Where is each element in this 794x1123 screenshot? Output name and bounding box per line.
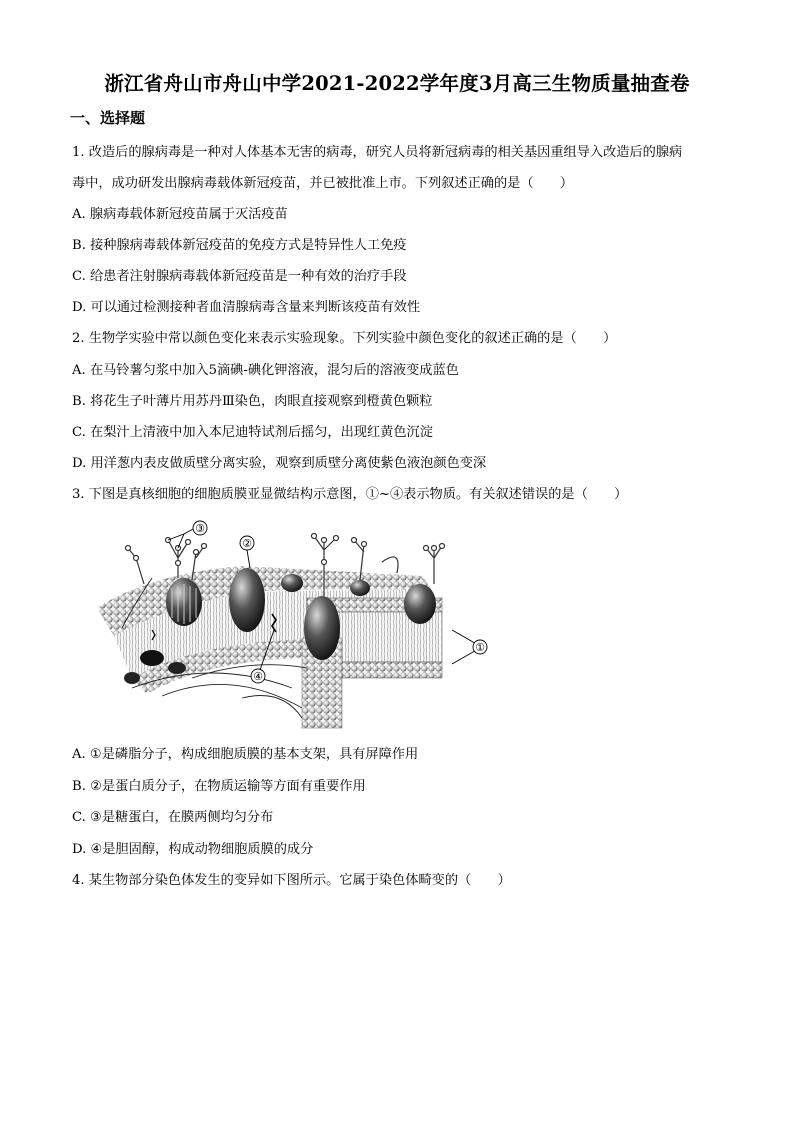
question-3-option-a: A. ①是磷脂分子，构成细胞质膜的基本支架，具有屏障作用: [72, 747, 419, 762]
label-2: ②: [242, 537, 252, 550]
question-2-option-c: C. 在梨汁上清液中加入本尼迪特试剂后摇匀，出现红黄色沉淀: [72, 425, 433, 440]
question-2-option-b: B. 将花生子叶薄片用苏丹Ⅲ染色，肉眼直接观察到橙黄色颗粒: [72, 394, 433, 409]
question-3-option-c: C. ③是糖蛋白，在膜两侧均匀分布: [72, 810, 274, 825]
question-2-stem-line-1: 2. 生物学实验中常以颜色变化来表示实验现象。下列实验中颜色变化的叙述正确的是（ ）: [72, 331, 617, 346]
question-1-option-a: A. 腺病毒载体新冠疫苗属于灭活疫苗: [72, 207, 288, 222]
question-1-stem-line-2: 毒中，成功研发出腺病毒载体新冠疫苗，并已被批准上市。下列叙述正确的是（ ）: [72, 176, 574, 191]
question-4-stem-line-1: 4. 某生物部分染色体发生的变异如下图所示。它属于染色体畸变的（ ）: [72, 873, 511, 888]
surface-protein-1: [281, 574, 303, 592]
question-1-option-b: B. 接种腺病毒载体新冠疫苗的免疫方式是特异性人工免疫: [72, 238, 407, 253]
label-4: ④: [253, 670, 263, 683]
question-1-option-d: D. 可以通过检测接种者血清腺病毒含量来判断该疫苗有效性: [72, 300, 421, 315]
inner-protein-1: [140, 650, 164, 666]
label-1: ①: [475, 641, 485, 654]
peripheral-protein: [404, 584, 436, 624]
question-3-option-b: B. ②是蛋白质分子，在物质运输等方面有重要作用: [72, 779, 366, 794]
question-3-stem-line-1: 3. 下图是真核细胞的细胞质膜亚显微结构示意图，①~④表示物质。有关叙述错误的是（ ）: [72, 487, 628, 502]
question-1-option-c: C. 给患者注射腺病毒载体新冠疫苗是一种有效的治疗手段: [72, 269, 407, 284]
section-heading: 一、选择题: [70, 109, 146, 127]
label-3: ③: [195, 522, 205, 535]
question-1-stem-line-1: 1. 改造后的腺病毒是一种对人体基本无害的病毒，研究人员将新冠病毒的相关基因重组导入改造后的腺病: [72, 145, 683, 160]
question-2-option-d: D. 用洋葱内表皮做质壁分离实验，观察到质壁分离使紫色液泡颜色变深: [72, 456, 487, 471]
question-2-option-a: A. 在马铃薯匀浆中加入5滴碘-碘化钾溶液，混匀后的溶液变成蓝色: [72, 363, 459, 378]
page-title: 浙江省舟山市舟山中学2021-2022学年度3月高三生物质量抽查卷: [104, 72, 690, 95]
embedded-protein: [304, 596, 340, 660]
cell-membrane-diagram: [92, 518, 485, 730]
transmembrane-protein: [229, 568, 265, 632]
inner-protein-3: [124, 672, 140, 684]
inner-protein-2: [168, 662, 186, 674]
question-3-option-d: D. ④是胆固醇，构成动物细胞质膜的成分: [72, 842, 314, 857]
surface-protein-2: [350, 580, 370, 596]
